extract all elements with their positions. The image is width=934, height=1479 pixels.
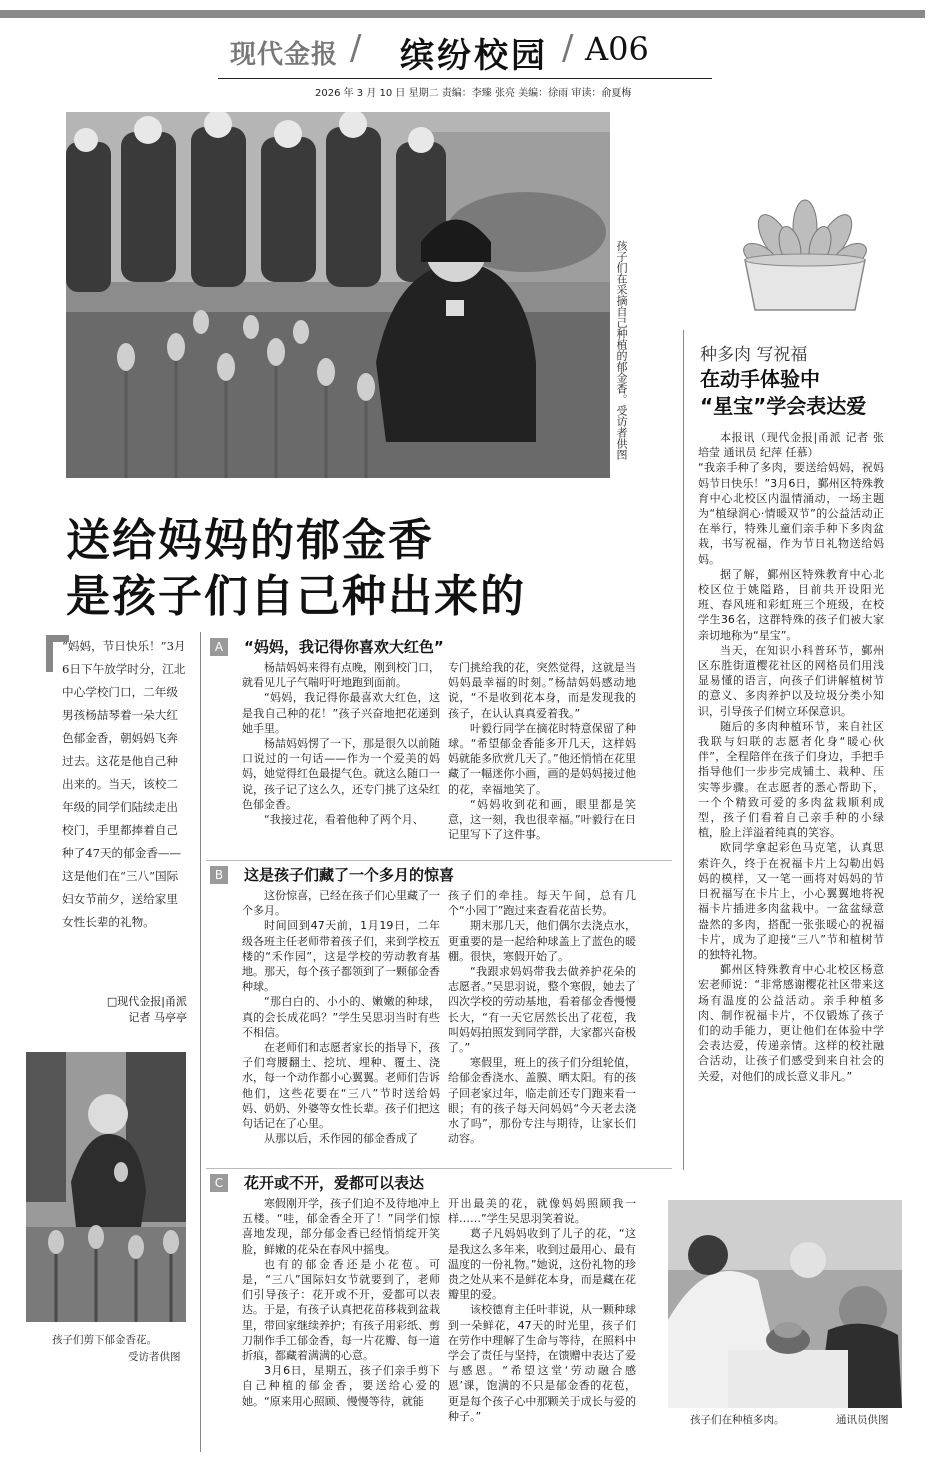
tulip-garden-scene	[66, 112, 610, 478]
section-b-col-2	[448, 888, 636, 1146]
section-b-col-1	[242, 888, 440, 1146]
section-a-col-2	[448, 660, 636, 842]
dateline: 2026 年 3 月 10 日 星期二 责编：李臻 张亮 美编：徐雨 审读：俞夏梅	[315, 88, 632, 99]
paper-name: 现代金报	[230, 40, 339, 70]
paragraph: 这份惊喜，已经在孩子们心里藏了一个多月。	[242, 889, 440, 918]
paragraph: 专门挑给我的花，突然觉得，这就是当妈妈最幸福的时刻。”杨喆妈妈感动地说，“不是收到花本身，而是发现我的孩子，在认认真真爱着我。”	[448, 661, 636, 720]
left-photo-caption: 孩子们剪下郁金香花。	[52, 1334, 157, 1346]
column-divider	[200, 632, 201, 1452]
paragraph: 期末那几天，他们偶尔去浇点水，更重要的是一起给种球盖上了蓝色的暖棚。很快，寒假开始了。	[448, 919, 636, 963]
right-photo	[668, 1200, 902, 1408]
section-b-title: 这是孩子们藏了一个多月的惊喜	[244, 866, 455, 884]
succulent-pot-illustration	[730, 198, 880, 318]
section-b-mark: B	[210, 866, 228, 884]
byline-reporter: 记者 马亭亭	[128, 1011, 187, 1024]
masthead	[190, 28, 710, 78]
section-c-mark: C	[210, 1174, 228, 1192]
headline-line-1: 送给妈妈的郁金香	[66, 515, 434, 566]
right-story-body	[698, 430, 884, 1084]
paragraph: “我跟求妈妈带我去做养护花朵的志愿者。”吴思羽说，整个寒假，她去了四次学校的劳动基地，看着郁金香慢慢长大，“有一天它居然长出了花苞，我叫妈妈拍照发到同学群，大家都兴奋极了。”	[448, 965, 636, 1055]
paragraph: 叶毅行同学在摘花时特意保留了种球。“希望郁金香能多开几天，这样妈妈就能多欣赏几天了。”他还悄悄在花里藏了一幅迷你小画，画的是妈妈接过他的花，幸福地笑了。	[448, 721, 636, 796]
main-photo	[66, 112, 610, 478]
paragraph: 随后的多肉种植环节，来自社区我联与妇联的志愿者化身“暖心伙伴”，全程陪伴在孩子们身边，手把手指导他们一步步完成铺土、栽种、压实等步骤。在志愿者的悉心帮助下，一个个精致可爱的多肉盆栽顺利成型，孩子们看着自己亲手种的小绿植，脸上洋溢着纯真的笑容。	[698, 719, 884, 840]
left-photo	[26, 1052, 186, 1322]
paragraph: “那白白的、小小的、嫩嫩的种球，真的会长成花吗？”学生吴思羽当时有些不相信。	[242, 995, 440, 1039]
right-headline-line-1: 在动手体验中	[700, 367, 820, 391]
headline-line-2: 是孩子们自己种出来的	[66, 571, 526, 622]
masthead-rule	[218, 78, 712, 79]
paragraph: 3月6日，星期五，孩子们亲手剪下自己种植的郁金香，要送给心爱的她。“原来用心照顾、慢慢等待，就能	[242, 1364, 440, 1408]
section-rule	[206, 860, 672, 861]
section-c-col-2	[448, 1196, 636, 1424]
main-photo-caption: 孩子们在采摘自己种植的郁金香。受访者供图	[615, 240, 628, 460]
paragraph: 也有的郁金香还是小花苞。可是，“三八”国际妇女节就要到了，老师们引导孩子：花开或不开，爱都可以表达。于是，有孩子认真把花苗移栽到盆栽里，带回家继续养护；有孩子用彩纸、剪刀制作手工郁金香，每一片花瓣、每一道折痕，都藏着满满的心意。	[242, 1257, 440, 1363]
succulent-icon	[730, 198, 880, 318]
left-photo-credit: 受访者供图	[128, 1351, 181, 1363]
paragraph: 当天，在知识小科普环节，鄞州区东胜街道樱花社区的网格员们用浅显易懂的语言，向孩子们讲解植树节的意义、多肉养护以及垃圾分类小知识，引导孩子们树立环保意识。	[698, 643, 884, 718]
paragraph: 从那以后，禾作园的郁金香成了	[264, 1132, 418, 1146]
paragraph: 时间回到47天前，1月19日，二年级各班主任老师带着孩子们，来到学校五楼的“禾作园”，这是学校的劳动教育基地。那天，每个孩子都领到了一颗郁金香种球。	[242, 919, 440, 994]
boy-tulips-scene	[26, 1052, 186, 1322]
paragraph: 在老师们和志愿者家长的指导下，孩子们弯腰翻土、挖坑、埋种、覆土、浇水，每一个动作都小心翼翼。老师们告诉他们，这些花要在“三八”节时送给妈妈、奶奶、外婆等女性长辈。孩子们把这句话记在了心里。	[242, 1041, 440, 1131]
paragraph: “我亲手种了多肉，要送给妈妈，祝妈妈节日快乐！”3月6日，鄞州区特殊教育中心北校区内温情涌动，一场主题为“植绿润心·情暖双节”的公益活动正在举行，特殊儿童们亲手种下多肉盆栽，书写祝福，作为节日礼物送给妈妈。	[698, 461, 884, 566]
page-number: A06	[585, 30, 649, 68]
paragraph: 寒假刚开学，孩子们迫不及待地冲上五楼。“哇，郁金香全开了！”同学们惊喜地发现，部分郁金香已经悄悄绽开笑脸，鲜嫩的花朵在春风中摇曳。	[242, 1197, 440, 1256]
section-name: 缤纷校园	[400, 36, 548, 76]
paragraph: “我接过花，看着他种了两个月、	[264, 813, 424, 827]
right-byline: 本报讯（现代金报|甬派 记者 张培莹 通讯员 纪萍 任慕）	[698, 431, 884, 460]
section-a-col-1	[242, 660, 440, 827]
paragraph: 寒假里，班上的孩子们分组轮值，给郁金香浇水、盖膜、晒太阳。有的孩子回老家过年，临走前还专门跑来看一眼；有的孩子每天问妈妈“今天老去浇水了吗”，那份专注与期待，让家长们动容。	[448, 1056, 636, 1146]
paragraph: 欧同学拿起彩色马克笔，认真思索许久，终于在祝福卡片上勾勒出妈妈的模样，又一笔一画将对妈妈的节日祝福写在卡片上，小心翼翼地将祝福卡片插进多肉盆栽中。一盆盆绿意盎然的多肉，搭配一张张暖心的祝福卡片，成为了迎接“三八”节和植树节的独特礼物。	[698, 841, 884, 961]
intro-text: “妈妈，节日快乐！”3月6日下午放学时分，江北中心学校门口，二年级男孩杨喆琴着一朵大红色郁金香，朝妈妈飞奔过去。这花是他自己种出来的。当天，该校二年级的同学们陆续走出校门，手里都捧着自己种了47天的郁金香——这是他们在“三八”国际妇女节前夕，送给家里女性长辈的礼物。	[62, 639, 186, 929]
children-planting-scene	[668, 1200, 902, 1408]
section-a-mark: A	[210, 638, 228, 656]
right-photo-credit: 通讯员供图	[836, 1414, 889, 1426]
column-divider	[683, 330, 684, 1170]
section-c-col-1	[242, 1196, 440, 1409]
section-a-title: “妈妈，我记得你喜欢大红色”	[244, 638, 444, 656]
paragraph: 该校德育主任叶菲说，从一颗种球到一朵鲜花，47天的时光里，孩子们在劳作中理解了生命与等待，在照料中学会了责任与坚持，在馈赠中表达了爱与感恩。“希望这堂‘劳动融合感恩’课，饱满的不只是郁金香的花苞，更是每个孩子心中那颗关于成长与爱的种子。”	[448, 1303, 636, 1423]
byline-outlet: □现代金报|甬派	[106, 995, 187, 1008]
paragraph: 杨喆妈妈来得有点晚，刚到校门口，就看见儿子气喘吁吁地跑到面前。	[242, 661, 440, 690]
paragraph: 开出最美的花，就像妈妈照顾我一样……”学生吴思羽笑着说。	[448, 1197, 636, 1226]
right-photo-caption: 孩子们在种植多肉。	[690, 1414, 785, 1426]
paragraph: 杨喆妈妈愣了一下，那是很久以前随口说过的一句话——作为一个爱美的妈妈，她觉得红色最提气色。就这么随口一说，孩子记了这么久，还专门挑了这朵红色郁金香。	[242, 737, 440, 811]
masthead-divider: /	[562, 28, 574, 68]
right-subhead: 种多肉 写祝福	[700, 345, 808, 365]
intro-byline	[62, 994, 187, 1026]
right-headline	[700, 366, 866, 420]
paragraph: 孩子们的牵挂。每天午间，总有几个“小园丁”跑过来查看花苗长势。	[448, 889, 636, 918]
paragraph: “妈妈收到花和画，眼里都是笑意，这一刻，我也很幸福。”叶毅行在日记里写下了这件事。	[448, 797, 636, 842]
right-headline-line-2: “星宝”学会表达爱	[700, 394, 867, 418]
paragraph: 鄞州区特殊教育中心北校区杨意宏老师说：“非常感谢樱花社区带来这场有温度的公益活动。亲手种植多肉、制作祝福卡片，不仅锻炼了孩子们的动手能力，更让他们在体验中学会表达爱，传递亲情。这样的校社融合活动，让孩子们感受到来自社会的关爱，对他们的成长意义非凡。”	[698, 963, 884, 1083]
masthead-divider: /	[350, 28, 362, 68]
section-c-title: 花开或不开，爱都可以表达	[244, 1174, 425, 1192]
paragraph: 葛子凡妈妈收到了儿子的花，“这是我这么多年来，收到过最用心、最有温度的一份礼物。”她说，这份礼物的珍贵之处从来不是鲜花本身，而是藏在花瓣里的爱。	[448, 1227, 636, 1302]
paragraph: “妈妈，我记得你最喜欢大红色，这是我自己种的花！”孩子兴奋地把花递到她手里。	[242, 691, 440, 735]
top-rule	[0, 10, 925, 18]
section-rule	[206, 1168, 672, 1169]
paragraph: 据了解，鄞州区特殊教育中心北校区位于姚隘路，目前共开设阳光班、春风班和彩虹班三个班级，在校学生36名，这群特殊的孩子们被大家亲切地称为“星宝”。	[698, 567, 884, 642]
